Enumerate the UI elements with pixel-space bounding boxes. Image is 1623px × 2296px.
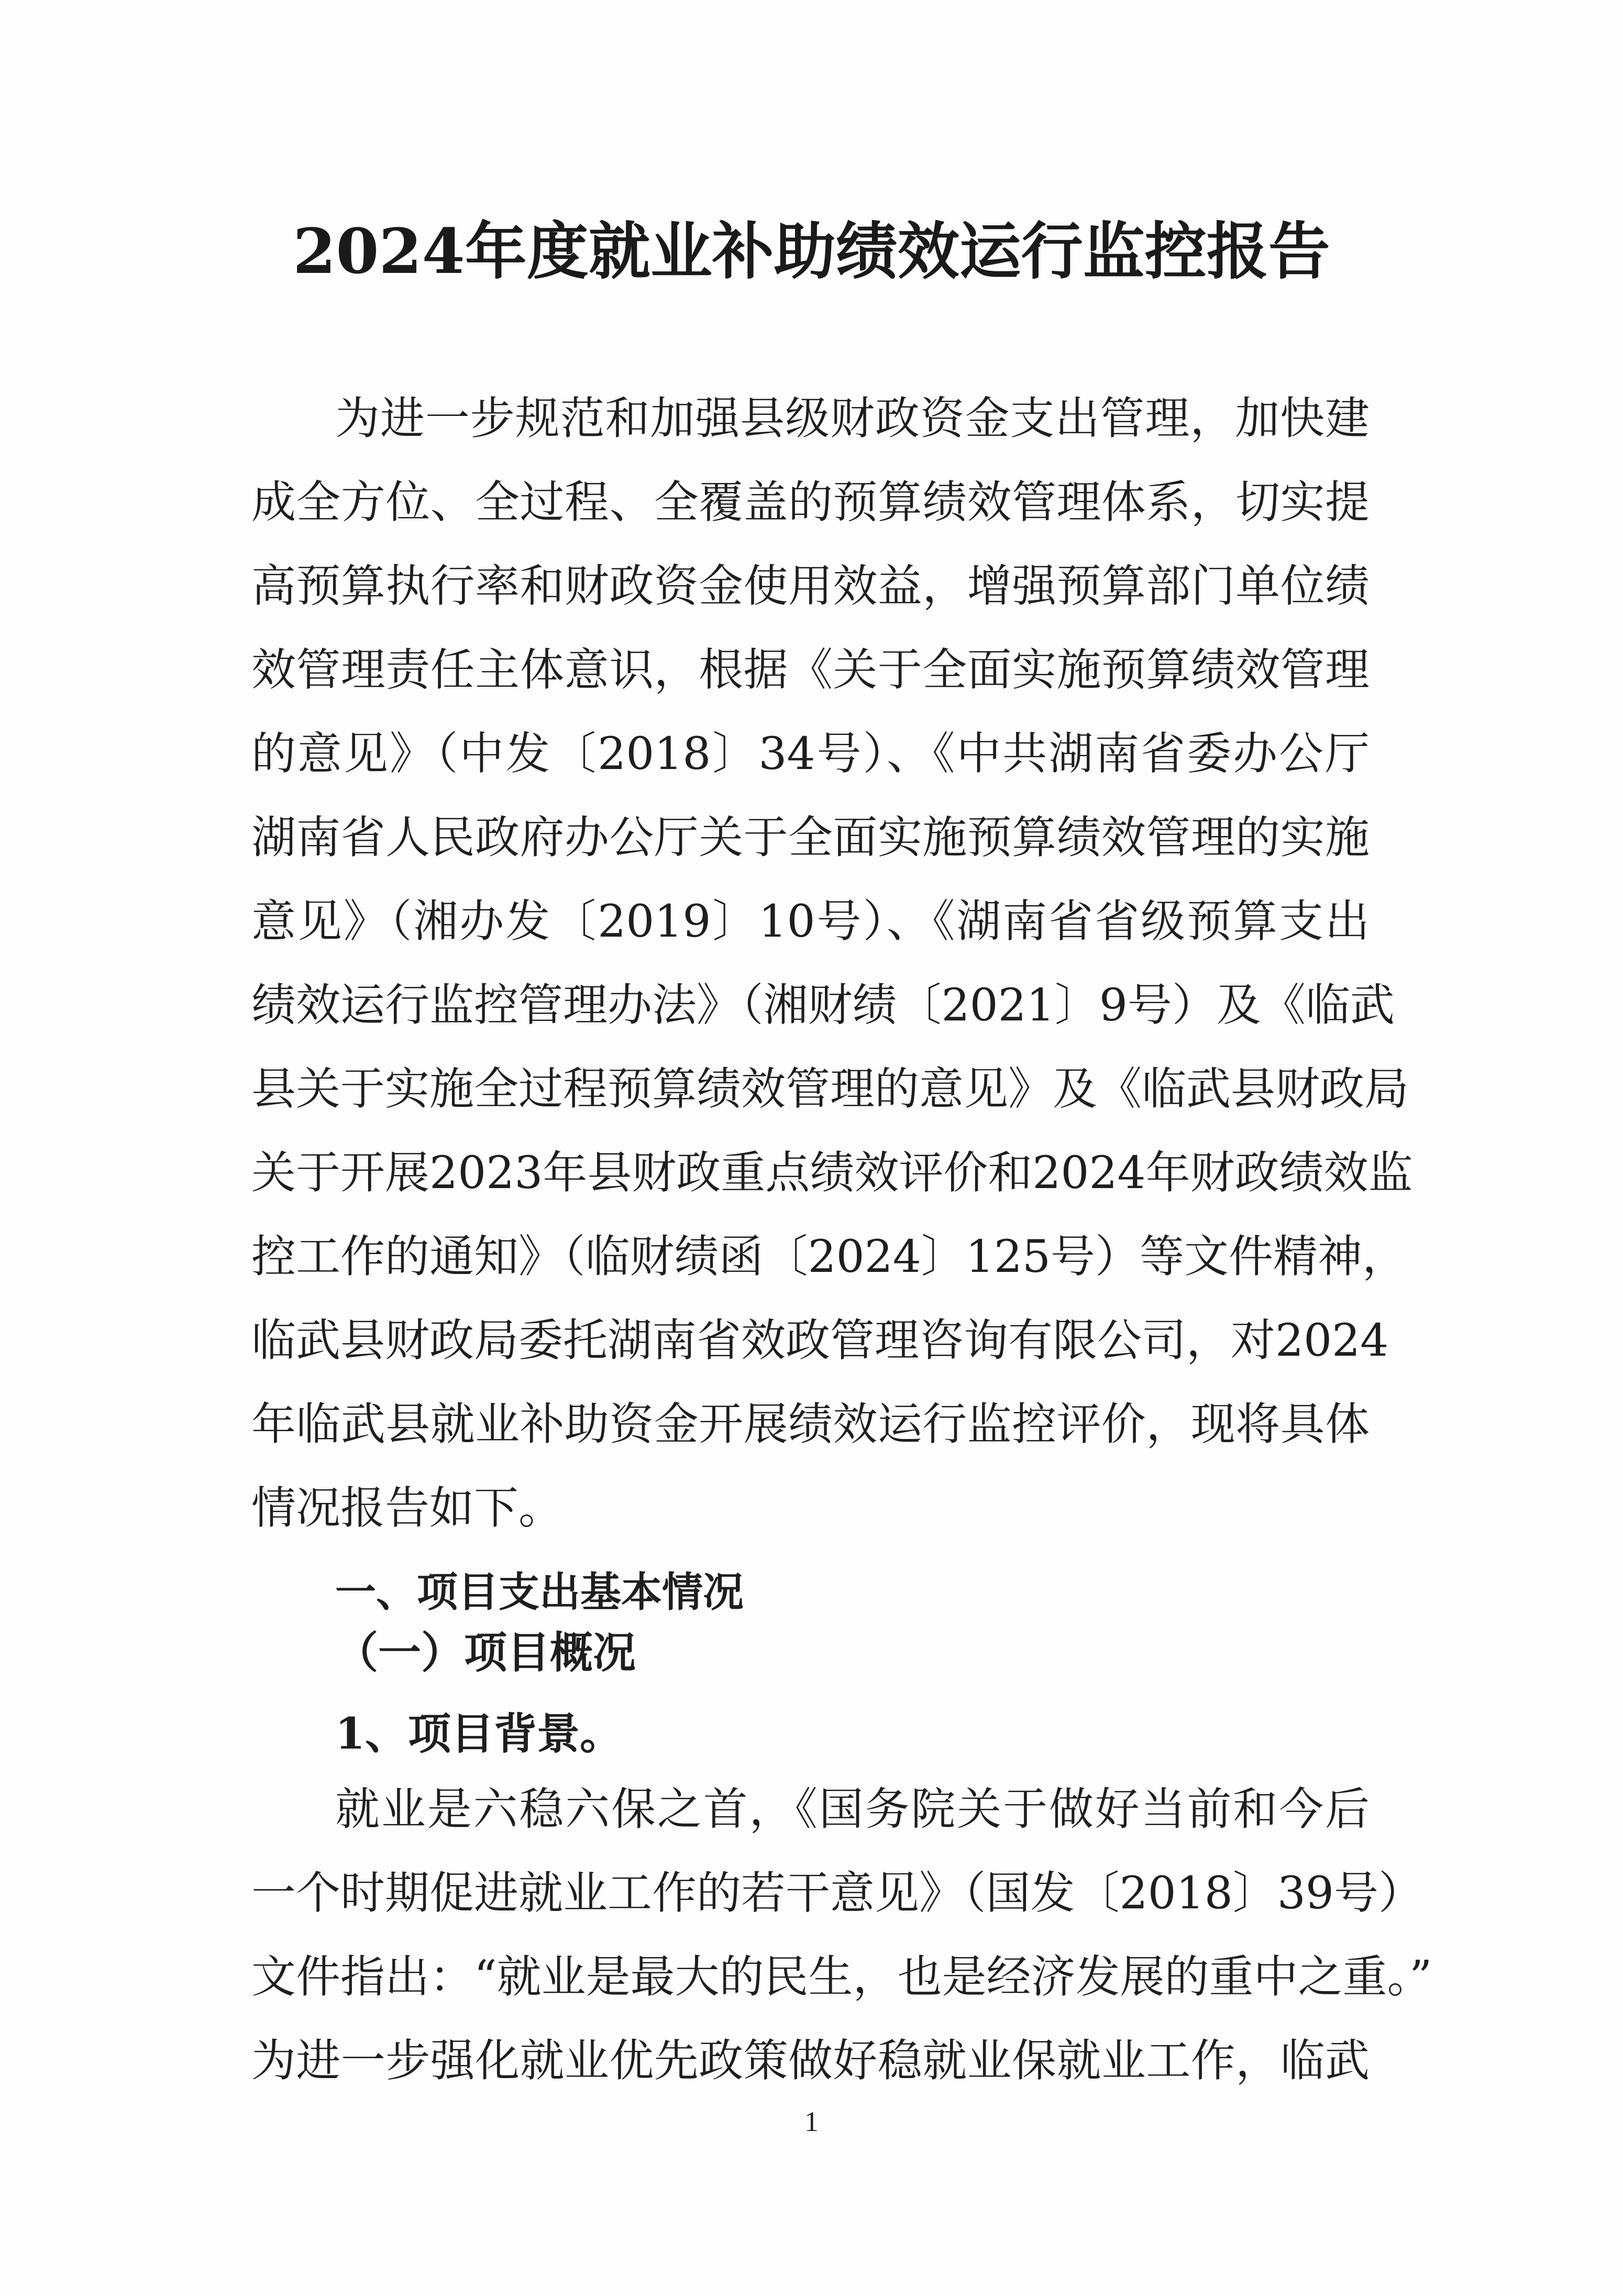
paragraph-line: 成全方位、全过程、全覆盖的预算绩效管理体系，切实提 xyxy=(251,477,1370,529)
paragraph-line: 控工作的通知》（临财绩函〔2024〕125号）等文件精神， xyxy=(251,1231,1407,1283)
paragraph-line: 县关于实施全过程预算绩效管理的意见》及《临武县财政局 xyxy=(251,1063,1409,1115)
item-heading: 1、项目背景。 xyxy=(335,1709,623,1759)
paragraph-line: 一个时期促进就业工作的若干意见》（国发〔2018〕39号） xyxy=(251,1867,1423,1919)
page-number: 1 xyxy=(804,2106,819,2137)
paragraph-line: 情况报告如下。 xyxy=(251,1482,564,1534)
section-heading: 一、项目支出基本情况 xyxy=(335,1569,744,1616)
paragraph-line: 年临武县就业补助资金开展绩效运行监控评价，现将具体 xyxy=(251,1399,1370,1451)
document-title: 2024年度就业补助绩效运行监控报告 xyxy=(293,215,1330,288)
paragraph-line: 绩效运行监控管理办法》（湘财绩〔2021〕9号）及《临武 xyxy=(251,980,1395,1031)
paragraph-line: 为进一步规范和加强县级财政资金支出管理，加快建 xyxy=(335,393,1370,445)
paragraph-line: 湖南省人民政府办公厅关于全面实施预算绩效管理的实施 xyxy=(251,812,1370,864)
paragraph-line: 临武县财政局委托湖南省效政管理咨询有限公司，对2024 xyxy=(251,1315,1389,1367)
paragraph-line: 意见》（湘办发〔2019〕10号）、《湖南省省级预算支出 xyxy=(251,896,1370,948)
subsection-heading: （一）项目概况 xyxy=(335,1628,636,1678)
paragraph-line: 文件指出：“就业是最大的民生，也是经济发展的重中之重。” xyxy=(251,1951,1432,2003)
paragraph-line: 就业是六稳六保之首，《国务院关于做好当前和今后 xyxy=(335,1784,1370,1836)
paragraph-line: 高预算执行率和财政资金使用效益，增强预算部门单位绩 xyxy=(251,561,1370,612)
paragraph-line: 效管理责任主体意识，根据《关于全面实施预算绩效管理 xyxy=(251,644,1370,696)
paragraph-line: 的意见》（中发〔2018〕34号）、《中共湖南省委办公厅 xyxy=(251,728,1370,780)
paragraph-line: 为进一步强化就业优先政策做好稳就业保就业工作，临武 xyxy=(251,2035,1370,2087)
paragraph-line: 关于开展2023年县财政重点绩效评价和2024年财政绩效监 xyxy=(251,1147,1413,1199)
